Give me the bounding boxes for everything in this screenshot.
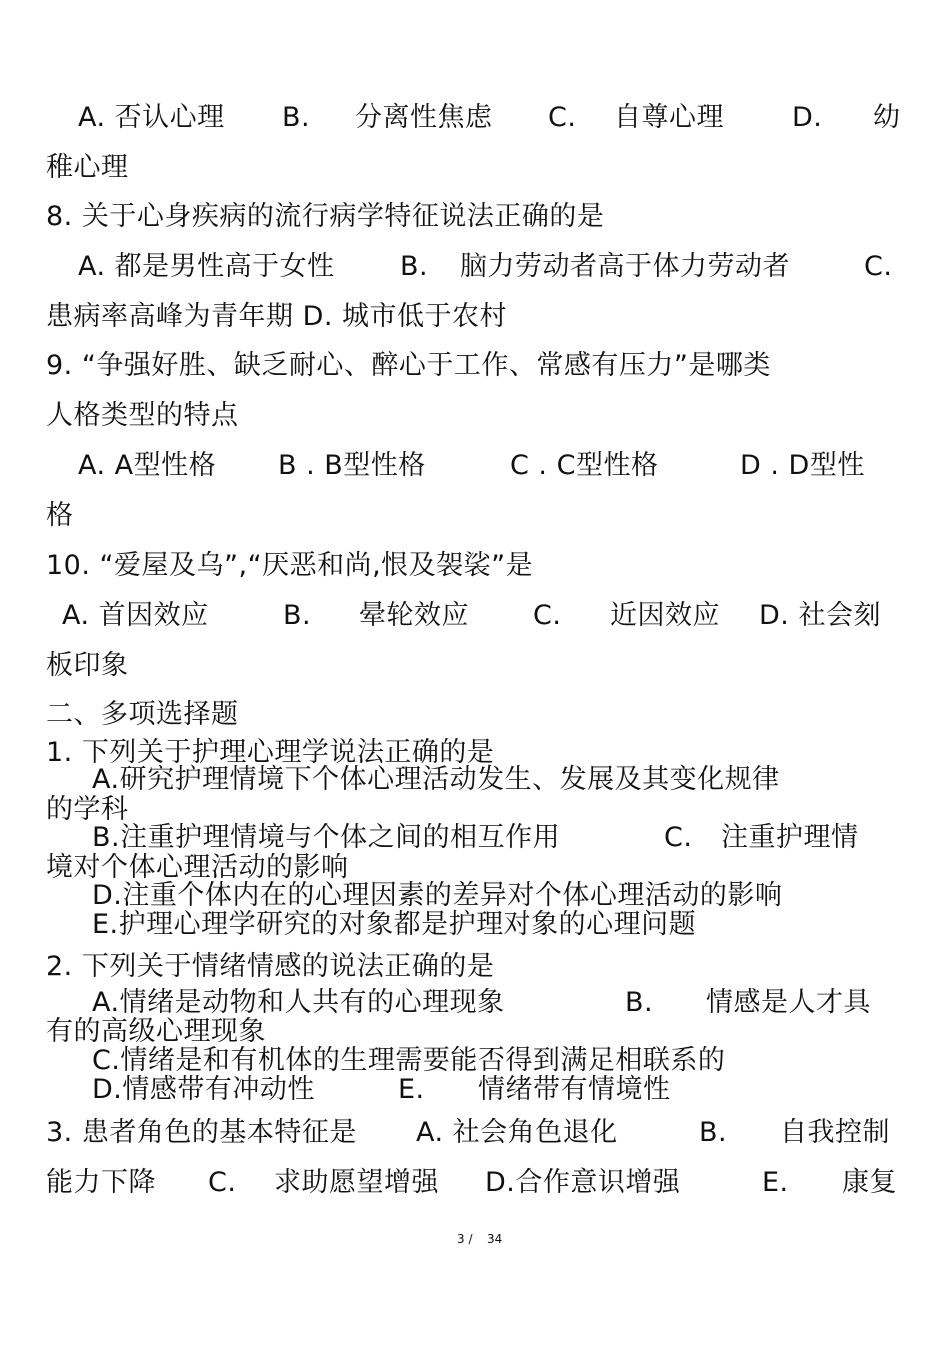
option-e: E.护理心理学研究的对象都是护理对象的心理问题: [92, 909, 697, 940]
option-c-letter: C.: [664, 822, 693, 853]
question-text: 10. “爱屋及乌”,“厌恶和尚,恨及袈裟”是: [46, 550, 534, 581]
option-d: D.注重个体内在的心理因素的差异对个体心理活动的影响: [92, 880, 783, 911]
option-a: A. 社会角色退化: [416, 1117, 618, 1148]
option-a: A. 首因效应: [62, 600, 209, 631]
option-c-letter: C.: [208, 1167, 237, 1198]
option-cont: 患病率高峰为青年期 D. 城市低于农村: [46, 301, 508, 332]
option-b-cont: 能力下降: [46, 1167, 156, 1198]
option-a: A.情绪是动物和人共有的心理现象: [92, 987, 505, 1018]
section-title: 二、多项选择题: [46, 699, 239, 730]
option-b: 晕轮效应: [359, 600, 469, 631]
option-d: D. 社会刻: [759, 600, 881, 631]
option-d-letter: D.: [792, 102, 823, 133]
option-b-letter: B.: [283, 600, 312, 631]
option-b-letter: B.: [400, 251, 429, 282]
option-c: C . C型性格: [510, 450, 659, 481]
option-a: A. 否认心理: [78, 102, 225, 133]
option-b: 情感是人才具: [706, 987, 871, 1018]
option-d-cont: 格: [46, 500, 74, 531]
option-e: 情绪带有情境性: [478, 1074, 671, 1105]
option-b: 脑力劳动者高于体力劳动者: [460, 251, 790, 282]
question-text-cont: 人格类型的特点: [46, 400, 239, 431]
option-a: A.研究护理情境下个体心理活动发生、发展及其变化规律: [92, 764, 780, 795]
option-b: B.注重护理情境与个体之间的相互作用: [92, 822, 561, 853]
option-c: 近因效应: [610, 600, 720, 631]
option-c-letter: C.: [864, 251, 893, 282]
option-c: 自尊心理: [614, 102, 724, 133]
option-e-letter: E.: [398, 1074, 425, 1105]
option-d-cont: 稚心理: [46, 152, 129, 183]
option-c: 注重护理情: [721, 822, 859, 853]
option-d: D.合作意识增强: [485, 1167, 681, 1198]
option-e-letter: E.: [762, 1167, 789, 1198]
option-d: D.情感带有冲动性: [92, 1074, 315, 1105]
question-text: 9. “争强好胜、缺乏耐心、醉心于工作、常感有压力”是哪类: [46, 350, 771, 381]
option-c-letter: C.: [548, 102, 577, 133]
option-b: 分离性焦虑: [355, 102, 493, 133]
option-b-letter: B.: [625, 987, 654, 1018]
option-d-cont: 板印象: [46, 650, 129, 681]
option-c-letter: C.: [533, 600, 562, 631]
question-text: 1. 下列关于护理心理学说法正确的是: [46, 737, 495, 768]
question-text: 3. 患者角色的基本特征是: [46, 1117, 357, 1148]
option-c: 求助愿望增强: [274, 1167, 439, 1198]
option-c-cont: 境对个体心理活动的影响: [46, 852, 349, 883]
option-b-letter: B.: [282, 102, 311, 133]
question-text: 2. 下列关于情绪情感的说法正确的是: [46, 951, 495, 982]
option-b-cont: 有的高级心理现象: [46, 1016, 266, 1047]
option-b: B . B型性格: [278, 450, 426, 481]
option-a-cont: 的学科: [46, 794, 129, 825]
question-text: 8. 关于心身疾病的流行病学特征说法正确的是: [46, 201, 605, 232]
option-c: C.情绪是和有机体的生理需要能否得到满足相联系的: [92, 1045, 726, 1076]
option-b: 自我控制: [780, 1117, 890, 1148]
option-a: A. A型性格: [78, 450, 217, 481]
option-e: 康复: [842, 1167, 897, 1198]
option-a: A. 都是男性高于女性: [78, 251, 335, 282]
option-d: D . D型性: [740, 450, 865, 481]
option-b-letter: B.: [699, 1117, 728, 1148]
page-number: 3 /: [457, 1232, 473, 1246]
page-total: 34: [487, 1232, 503, 1246]
option-d: 幼: [873, 102, 901, 133]
